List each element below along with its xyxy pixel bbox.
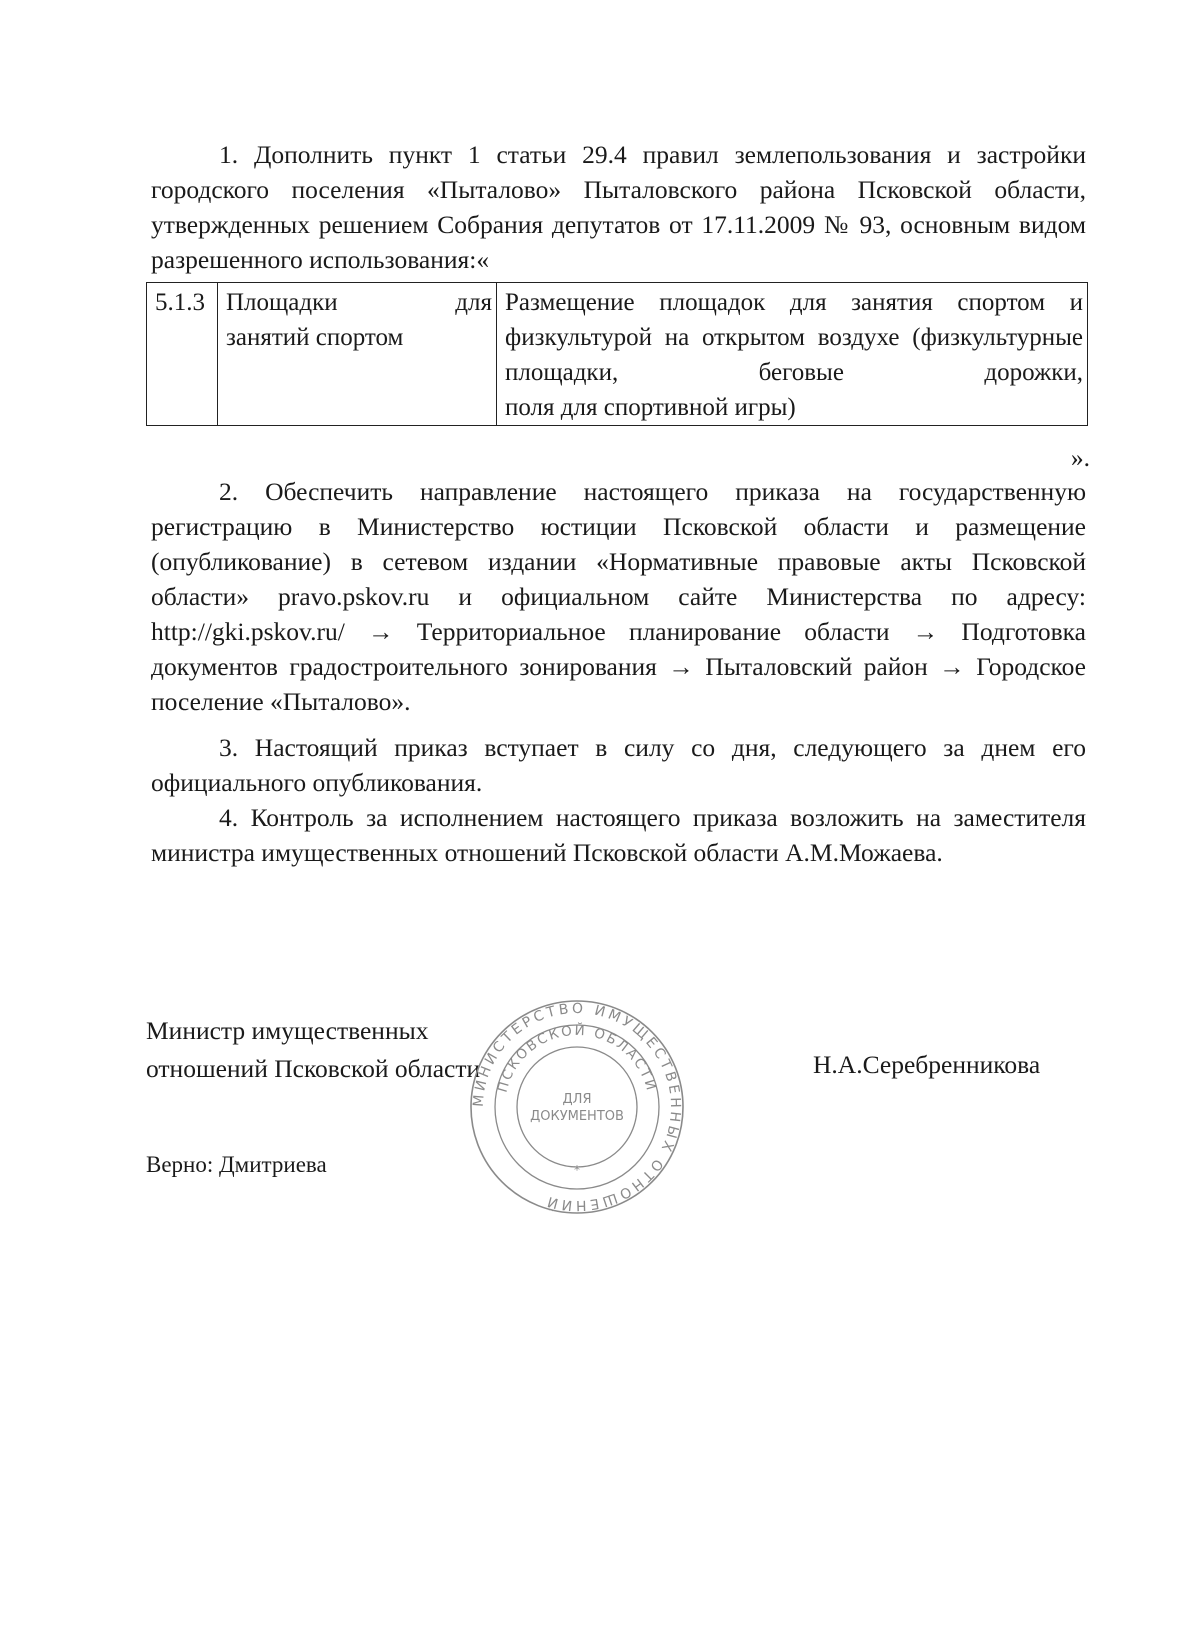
official-seal-stamp bbox=[468, 998, 686, 1216]
seal-center-line-2: ДОКУМЕНТОВ bbox=[530, 1109, 624, 1124]
description-line-1: Размещение площадок для занятия спортом и bbox=[505, 289, 1083, 316]
seal-center-line-1: ДЛЯ bbox=[562, 1092, 592, 1107]
seal-inner-text: ПСКОВСКОЙ ОБЛАСТИ bbox=[494, 1022, 660, 1095]
use-name-word-2: для bbox=[455, 289, 492, 316]
description-line-3: (физкультурные площадки, беговые дорожки, bbox=[505, 324, 1084, 386]
use-description-cell bbox=[497, 283, 1088, 426]
signatory-title-line-1: Министр имущественных bbox=[146, 1016, 429, 1045]
table-row bbox=[147, 283, 1088, 426]
verified-by: Верно: Дмитриева bbox=[146, 1152, 327, 1177]
description-line-4: поля для спортивной игры) bbox=[505, 394, 796, 421]
paragraph-3: 3. Настоящий приказ вступает в силу со дня, следующего за днем его официального опубликования. bbox=[151, 733, 1086, 797]
signatory-title-line-2: отношений Псковской области bbox=[146, 1054, 481, 1083]
land-use-table bbox=[146, 282, 1088, 426]
signatory-title bbox=[146, 1012, 480, 1088]
seal-star-icon: * bbox=[574, 1163, 580, 1177]
description-line-2: физкультурой на открытом воздухе bbox=[505, 324, 900, 351]
use-name-line-2: занятий спортом bbox=[226, 324, 404, 351]
signatory-name: Н.А.Серебренникова bbox=[813, 1050, 1041, 1079]
paragraph-2: 2. Обеспечить направление настоящего приказа на государственную регистрацию в Министерство юстиции Псковской области и размещение (опубликование) в сетевом издании «Нормативные правовые акты Псковской области» pravo.pskov.ru и официальном сайте Министерства по адресу: http://gki.pskov.ru/ → Территориальное планирование области → Подготовка документов градостроительного зонирования → Пыталовский район → Городское поселение «Пыталово». bbox=[151, 477, 1086, 716]
closing-quote: ». bbox=[1070, 443, 1090, 472]
paragraph-4: 4. Контроль за исполнением настоящего приказа возложить на заместителя министра имущественных отношений Псковской области А.М.Можаева. bbox=[151, 803, 1086, 867]
use-name-cell bbox=[218, 283, 497, 426]
seal-outer-text: МИНИСТЕРСТВО ИМУЩЕСТВЕННЫХ ОТНОШЕНИЙ bbox=[470, 1000, 684, 1214]
paragraph-1: 1. Дополнить пункт 1 статьи 29.4 правил землепользования и застройки городского поселения «Пыталово» Пыталовского района Псковской области, утвержденных решением Собрания депутатов от 17.11.2009 № 93, основным видом разрешенного использования:« bbox=[151, 140, 1086, 274]
use-name-word-1: Площадки bbox=[226, 289, 338, 316]
use-code-cell: 5.1.3 bbox=[147, 283, 218, 426]
